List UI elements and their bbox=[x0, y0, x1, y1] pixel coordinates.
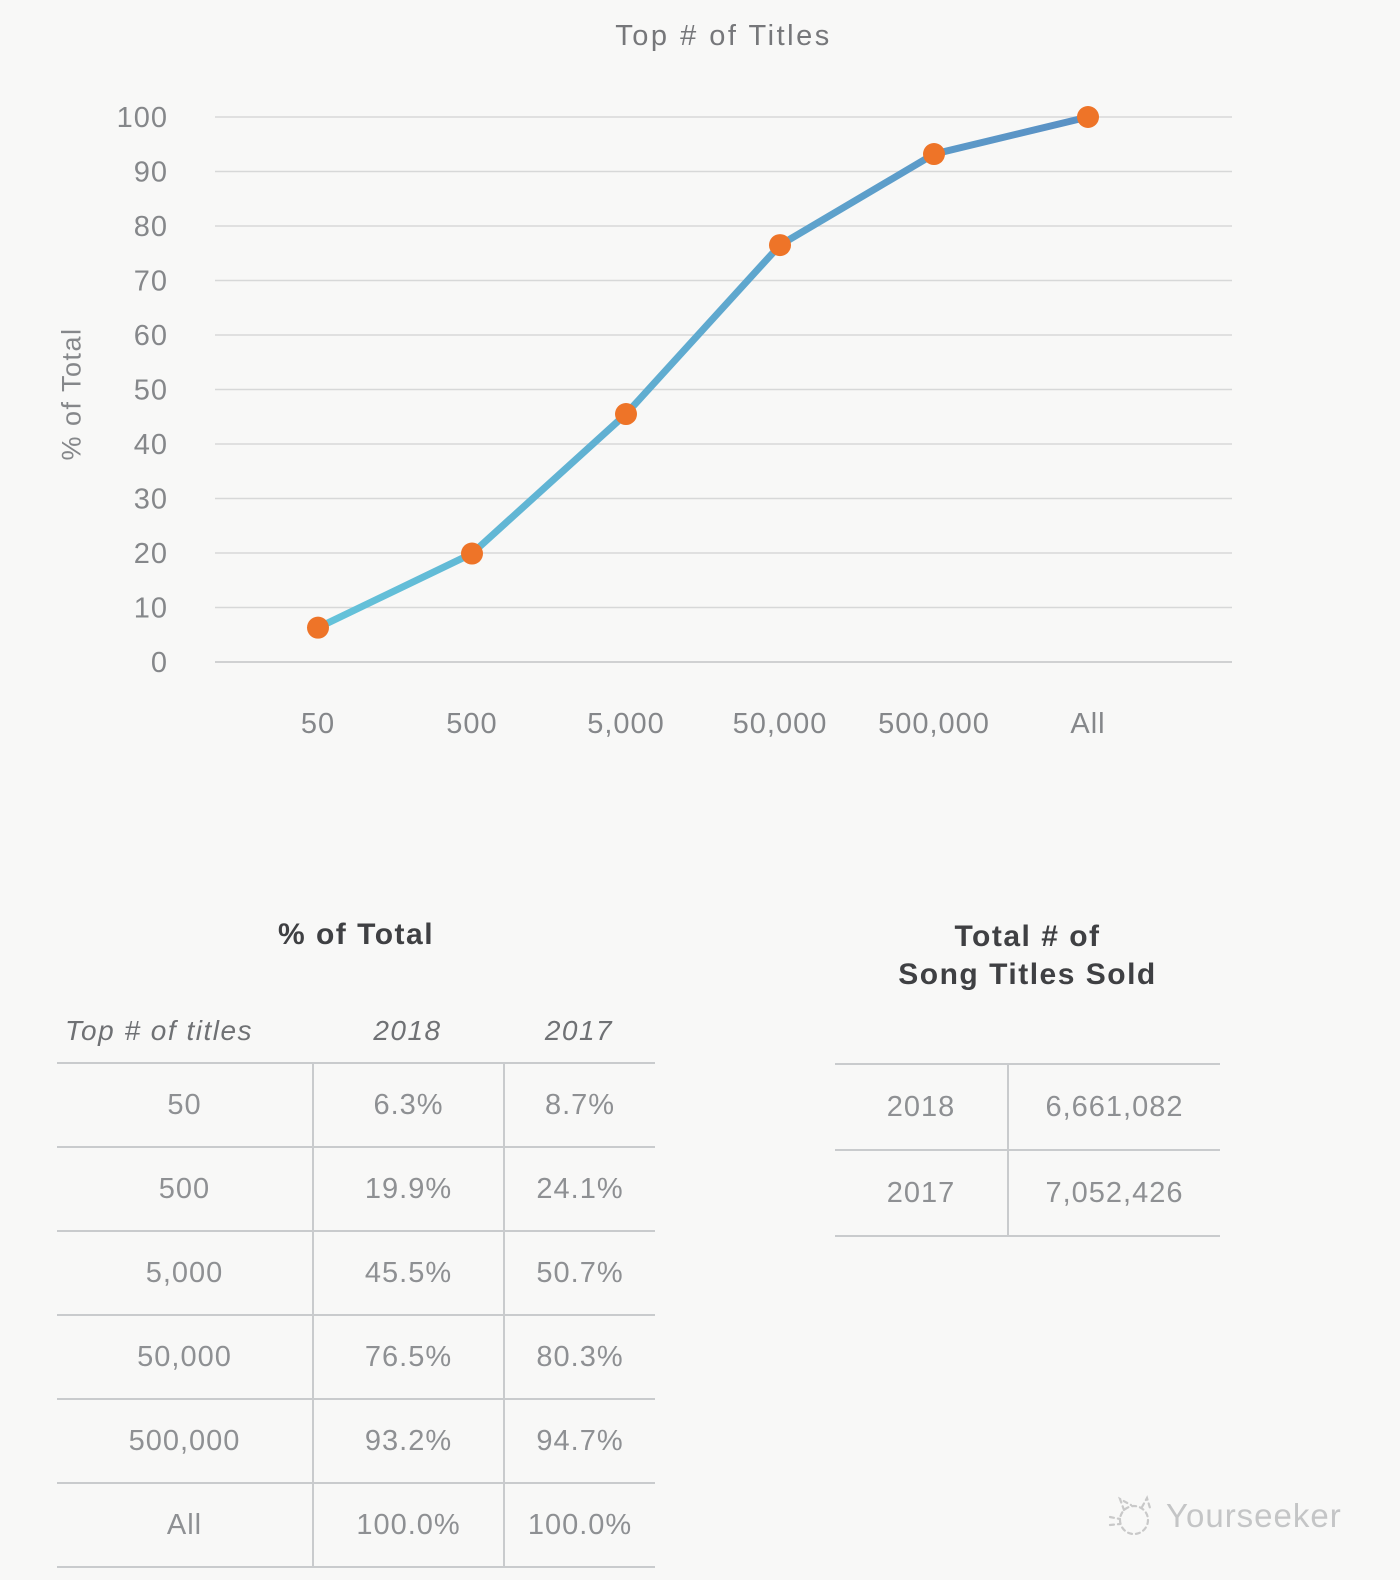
y-tick-label: 40 bbox=[133, 429, 168, 461]
table-cell: 76.5% bbox=[312, 1316, 503, 1400]
table-cell: 50,000 bbox=[57, 1316, 312, 1400]
x-tick-label: 5,000 bbox=[587, 708, 665, 740]
gridlines bbox=[215, 117, 1232, 662]
table-cell-value: 6,661,082 bbox=[1007, 1065, 1220, 1151]
column-header-top-titles: Top # of titles bbox=[65, 1015, 254, 1046]
table-cell: 94.7% bbox=[503, 1400, 655, 1484]
totals-table bbox=[835, 1063, 1220, 1237]
y-tick-label: 20 bbox=[133, 538, 168, 570]
table-cell: 5,000 bbox=[57, 1232, 312, 1316]
y-tick-label: 90 bbox=[133, 156, 168, 189]
chart-title: Top # of Titles bbox=[615, 20, 832, 52]
percent-table bbox=[57, 1062, 655, 1568]
y-tick-label: 50 bbox=[133, 374, 168, 407]
data-point bbox=[615, 403, 637, 425]
y-tick-label: 0 bbox=[150, 647, 168, 679]
y-tick-label: 60 bbox=[133, 320, 168, 352]
totals-table-title bbox=[835, 918, 1220, 994]
x-axis-tick-labels bbox=[301, 708, 1106, 740]
table-cell: 6.3% bbox=[312, 1064, 503, 1148]
data-point bbox=[1077, 106, 1099, 128]
table-cell: 500 bbox=[57, 1148, 312, 1232]
table-cell: 80.3% bbox=[503, 1316, 655, 1400]
table-cell: 500,000 bbox=[57, 1400, 312, 1484]
series-line bbox=[318, 117, 1088, 628]
table-cell: 93.2% bbox=[312, 1400, 503, 1484]
y-tick-label: 80 bbox=[133, 211, 168, 243]
data-point bbox=[461, 543, 483, 565]
data-point bbox=[769, 234, 791, 256]
chart-y-axis-label: % of Total bbox=[56, 327, 87, 461]
table-cell: All bbox=[57, 1484, 312, 1568]
table-cell-year: 2017 bbox=[835, 1151, 1007, 1237]
column-header-2017: 2017 bbox=[544, 1015, 614, 1046]
data-series bbox=[307, 106, 1099, 639]
table-cell: 50.7% bbox=[503, 1232, 655, 1316]
table-cell: 8.7% bbox=[503, 1064, 655, 1148]
totals-table-title-line2: Song Titles Sold bbox=[898, 958, 1157, 991]
y-tick-label: 30 bbox=[133, 483, 168, 516]
table-cell-value: 7,052,426 bbox=[1007, 1151, 1220, 1237]
x-tick-label: 50 bbox=[300, 708, 336, 740]
percent-table-header bbox=[57, 1000, 655, 1062]
data-point bbox=[307, 617, 329, 639]
percent-table-title: % of Total bbox=[277, 918, 435, 951]
table-cell: 100.0% bbox=[503, 1484, 655, 1568]
table-cell: 45.5% bbox=[312, 1232, 503, 1316]
table-cell: 19.9% bbox=[312, 1148, 503, 1232]
data-point bbox=[923, 143, 945, 165]
y-tick-label: 70 bbox=[133, 265, 168, 298]
y-tick-label: 100 bbox=[116, 102, 168, 134]
watermark-text: Yourseeker bbox=[1166, 1497, 1342, 1534]
x-tick-label: 50,000 bbox=[732, 708, 828, 740]
x-tick-label: All bbox=[1070, 708, 1106, 740]
x-tick-label: 500,000 bbox=[878, 708, 990, 740]
table-cell: 24.1% bbox=[503, 1148, 655, 1232]
table-cell: 50 bbox=[57, 1064, 312, 1148]
totals-table-title-line1: Total # of bbox=[954, 920, 1101, 953]
x-tick-label: 500 bbox=[446, 708, 498, 740]
watermark bbox=[1106, 1490, 1342, 1542]
table-cell: 100.0% bbox=[312, 1484, 503, 1568]
table-cell-year: 2018 bbox=[835, 1065, 1007, 1151]
cat-sketch-icon bbox=[1106, 1490, 1158, 1542]
column-header-2018: 2018 bbox=[373, 1015, 442, 1046]
y-axis-tick-labels bbox=[117, 102, 168, 679]
y-tick-label: 10 bbox=[133, 592, 168, 625]
